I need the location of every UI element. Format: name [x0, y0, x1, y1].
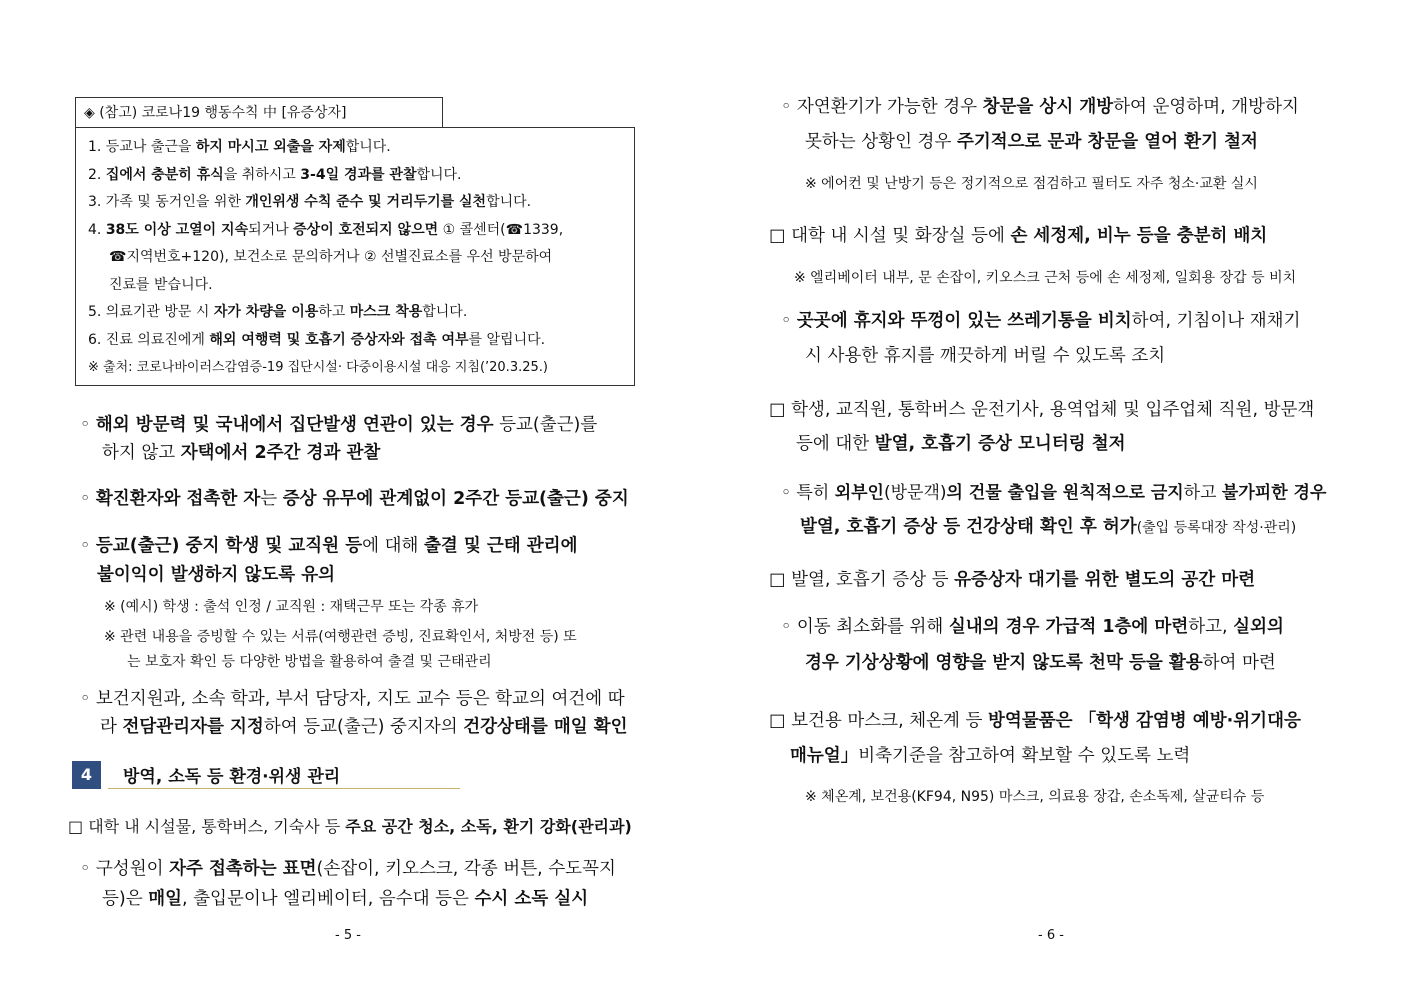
note: ※ (예시) 학생 : 출석 인정 / 교직원 : 재택근무 또는 각종 휴가 — [104, 599, 479, 615]
note: ※ 엘리베이터 내부, 문 손잡이, 키오스크 근처 등에 손 세정제, 일회용 장갑 등 비치 — [794, 270, 1297, 286]
box-item: 2. 집에서 충분히 휴식을 취하시고 3-4일 경과를 관찰합니다. — [88, 166, 462, 183]
note: ※ 에어컨 및 난방기 등은 정기적으로 점검하고 필터도 자주 청소·교환 실시 — [805, 176, 1258, 192]
body-line: 매뉴얼」비축기준을 참고하여 확보할 수 있도록 노력 — [790, 746, 1191, 766]
page-5 — [0, 0, 701, 992]
body-line: ◦ 이동 최소화를 위해 실내의 경우 가급적 1층에 마련하고, 실외의 — [781, 617, 1284, 637]
body-line: 경우 기상상황에 영향을 받지 않도록 천막 등을 활용하여 마련 — [805, 653, 1276, 673]
body-line: 등에 대한 발열, 호흡기 증상 모니터링 철저 — [796, 434, 1126, 454]
note: ※ 체온계, 보건용(KF94, N95) 마스크, 의료용 장갑, 손소독제, 살균티슈 등 — [805, 789, 1265, 805]
box-source: ※ 출처: 코로나바이러스감염증-19 집단시설· 다중이용시설 대응 지침(’20.3.25.) — [88, 360, 548, 375]
page-number: - 5 - — [335, 928, 361, 943]
body-line: 발열, 호흡기 증상 등 건강상태 확인 후 허가(출입 등록대장 작성·관리) — [800, 517, 1297, 537]
body-line: ◦ 확진환자와 접촉한 자는 증상 유무에 관계없이 2주간 등교(출근) 중지 — [80, 489, 629, 509]
body-line: □ 대학 내 시설 및 화장실 등에 손 세정제, 비누 등을 충분히 배치 — [769, 226, 1268, 246]
note: 는 보호자 확인 등 다양한 방법을 활용하여 출결 및 근태관리 — [127, 654, 492, 670]
page-6 — [701, 0, 1403, 992]
box-item: ☎지역번호+120), 보건소로 문의하거나 ② 선별진료소를 우선 방문하여 — [109, 249, 553, 265]
section-number: 4 — [72, 761, 101, 789]
body-line: □ 학생, 교직원, 통학버스 운전기사, 용역업체 및 입주업체 직원, 방문객 — [769, 400, 1315, 420]
box-item: 3. 가족 및 동거인을 위한 개인위생 수칙 준수 및 거리두기를 실천합니다. — [88, 194, 532, 210]
body-line: 시 사용한 휴지를 깨끗하게 버릴 수 있도록 조치 — [805, 346, 1166, 366]
box-item: 1. 등교나 출근을 하지 마시고 외출을 자제합니다. — [88, 139, 391, 155]
section-underline — [108, 788, 460, 789]
body-line: ◦ 특히 외부인(방문객)의 건물 출입을 원칙적으로 금지하고 불가피한 경우 — [781, 483, 1327, 503]
conduct-box — [75, 127, 635, 386]
body-line: ◦ 보건지원과, 소속 학과, 부서 담당자, 지도 교수 등은 학교의 여건에 따 — [80, 689, 625, 709]
body-line: □ 보건용 마스크, 체온계 등 방역물품은 「학생 감염병 예방·위기대응 — [769, 711, 1301, 731]
page-number: - 6 - — [1038, 928, 1064, 943]
body-line: ◦ 구성원이 자주 접촉하는 표면(손잡이, 키오스크, 각종 버튼, 수도꼭지 — [80, 859, 616, 879]
body-line: 불이익이 발생하지 않도록 유의 — [97, 565, 336, 585]
body-line: □ 대학 내 시설물, 통학버스, 기숙사 등 주요 공간 청소, 소독, 환기 강화(관리과) — [68, 817, 632, 836]
body-line: ◦ 자연환기가 가능한 경우 창문을 상시 개방하여 운영하며, 개방하지 — [781, 97, 1299, 117]
body-line: 하지 않고 자택에서 2주간 경과 관찰 — [102, 443, 381, 463]
note: ※ 관련 내용을 증빙할 수 있는 서류(여행관련 증빙, 진료확인서, 처방전 등) 또 — [104, 629, 577, 645]
body-line: 못하는 상황인 경우 주기적으로 문과 창문을 열어 환기 철저 — [805, 132, 1258, 152]
body-line: 라 전담관리자를 지정하여 등교(출근) 중지자의 건강상태를 매일 확인 — [100, 717, 628, 737]
body-line: ◦ 곳곳에 휴지와 뚜껑이 있는 쓰레기통을 비치하여, 기침이나 재채기 — [781, 311, 1301, 331]
box-item: 진료를 받습니다. — [109, 276, 213, 293]
box-item: 6. 진료 의료진에게 해외 여행력 및 호흡기 증상자와 접촉 여부를 알립니다. — [88, 331, 546, 348]
body-line: ◦ 해외 방문력 및 국내에서 집단발생 연관이 있는 경우 등교(출근)를 — [80, 415, 598, 435]
box-title: ◈ (참고) 코로나19 행동수칙 中 [유증상자] — [75, 97, 443, 127]
box-item: 5. 의료기관 방문 시 자가 차량을 이용하고 마스크 착용합니다. — [88, 304, 468, 320]
body-line: □ 발열, 호흡기 증상 등 유증상자 대기를 위한 별도의 공간 마련 — [769, 570, 1256, 590]
box-item: 4. 38도 이상 고열이 지속되거나 증상이 호전되지 않으면 ① 콜센터(☎1339, — [88, 221, 564, 238]
body-line: ◦ 등교(출근) 중지 학생 및 교직원 등에 대해 출결 및 근태 관리에 — [80, 536, 578, 556]
section-title: 방역, 소독 등 환경·위생 관리 — [123, 767, 341, 787]
body-line: 등)은 매일, 출입문이나 엘리베이터, 음수대 등은 수시 소독 실시 — [102, 889, 589, 909]
